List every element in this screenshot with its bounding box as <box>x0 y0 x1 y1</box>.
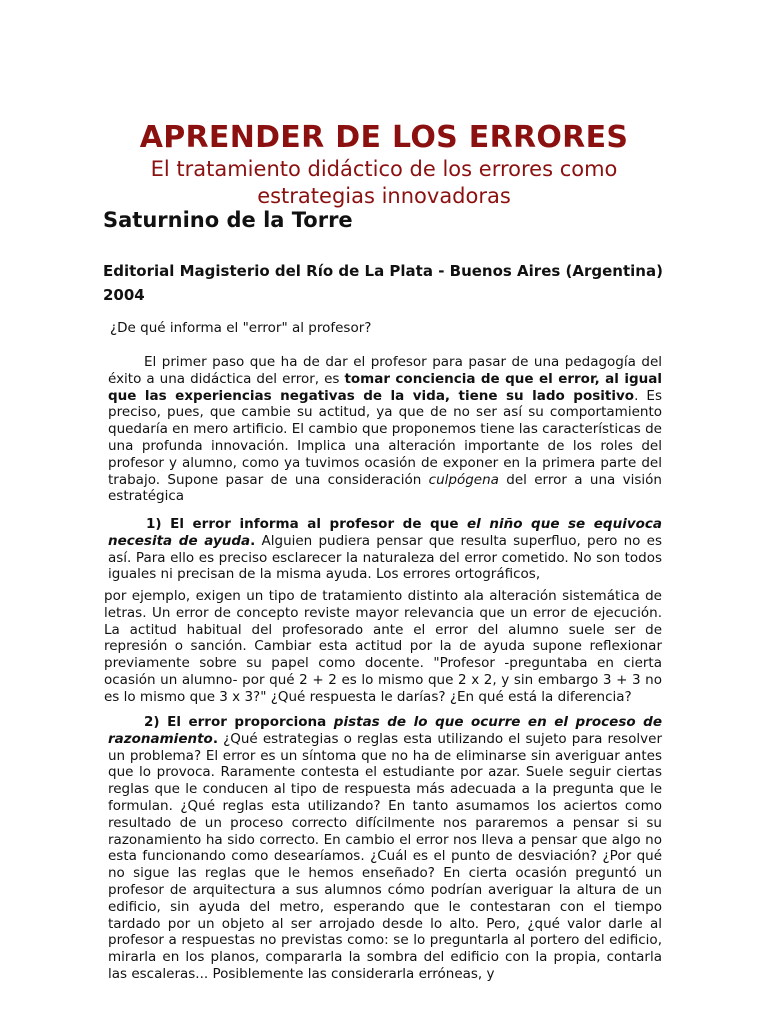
paragraph-2 <box>108 516 662 583</box>
document-subtitle: El tratamiento didáctico de los errores como estrategias innovadoras <box>150 157 618 208</box>
document-title: APRENDER DE LOS ERRORES <box>139 120 629 155</box>
publisher-info: Editorial Magisterio del Río de La Plata - Buenos Aires (Argentina) 2004 <box>103 262 663 304</box>
p3-text-1: por ejemplo, exigen un tipo de tratamiento distinto ala alteración sistemática de letras. Un error de concepto reviste mayor relevancia que un error de ejecución. La actitud habitual del profesorado ante el error del alumno suele ser de represión o sanción. Cambiar esta actitud por la de ayuda supone reflexionar previamente sobre su papel como docente. "Profesor -preguntaba en cierta ocasión un alumno- por qué 2 + 2 es lo mismo que 2 x 2, y sin embargo 3 + 3 no es lo mismo que 3 x 3?" ¿Qué respuesta le darías? ¿En qué está la diferencia? <box>104 588 662 705</box>
p4-bold-italic-1: pistas de lo que ocurre en el proceso de razonamiento <box>108 714 662 747</box>
author-name: Saturnino de la Torre <box>103 208 353 232</box>
p2-bold-2: . <box>250 532 256 549</box>
p1-italic-1: culpógena <box>428 471 499 488</box>
paragraph-4 <box>108 714 662 983</box>
p4-text-1: ¿Qué estrategias o reglas esta utilizando el sujeto para resolver un problema? El error es un síntoma que no ha de eliminarse sin averiguar antes que lo provoca. Raramente contesta el estudiante por azar. Suele seguir ciertas reglas que le conducen al tipo de respuesta más adecuada a la pregunta que le formulan. ¿Qué reglas esta utilizando? En tanto asumamos los aciertos como resultado de un proceso correcto difícilmente nos pararemos a pensar si su razonamiento ha sido correcto. En cambio el error nos lleva a pensar que algo no esta funcionando como desearíamos. ¿Cuál es el punto de desviación? ¿Por qué no sigue las reglas que le hemos enseñado? En cierta ocasión preguntó un profesor de arquitectura a sus alumnos cómo podrían averiguar la altura de un edificio, sin ayuda del metro, esperando que le contestaran con el tiempo tardado por un objeto al ser arrojado desde lo alto. Pero, ¿qué valor darle al profesor a respuestas no previstas como: se lo preguntarla al portero del edificio, mirarla en los planos, compararla la sombra del edificio con la propia, contarla las escaleras... Posiblemente las considerarla erróneas, y <box>108 730 662 982</box>
p4-bold-2: . <box>212 730 218 747</box>
p2-text-1: Alguien pudiera pensar que resulta superfluo, pero no es así. Para ello es preciso esclarecer la naturaleza del error cometido. No son todos iguales ni precisan de la misma ayuda. Los errores ortográficos, <box>108 532 663 583</box>
p1-text-3: del error a una visión estratégica <box>108 471 662 505</box>
paragraph-1 <box>108 354 662 505</box>
paragraph-3 <box>104 588 662 706</box>
p2-bold-italic-1: el niño que se equivoca necesita de ayuda <box>108 516 663 549</box>
p1-text-2: . Es preciso, pues, que cambie su actitud, ya que de no ser así su comportamiento quedaría en mero artificio. El cambio que proponemos tiene las características de una profunda innovación. Implica una alteración importante de los roles del profesor y alumno, como ya tuvimos ocasión de exponer en la primera parte del trabajo. Supone pasar de una consideración <box>108 387 662 488</box>
section-question: ¿De qué informa el "error" al profesor? <box>110 320 372 336</box>
p1-bold-1: tomar conciencia de que el error, al igual que las experiencias negativas de la vida, tiene su lado positivo <box>108 370 662 404</box>
p1-text-1: El primer paso que ha de dar el profesor para pasar de una pedagogía del éxito a una didáctica del error, es <box>108 354 662 387</box>
p4-bold-1: 2) El error proporciona <box>144 714 334 730</box>
p2-bold-1: 1) El error informa al profesor de que <box>146 516 468 532</box>
